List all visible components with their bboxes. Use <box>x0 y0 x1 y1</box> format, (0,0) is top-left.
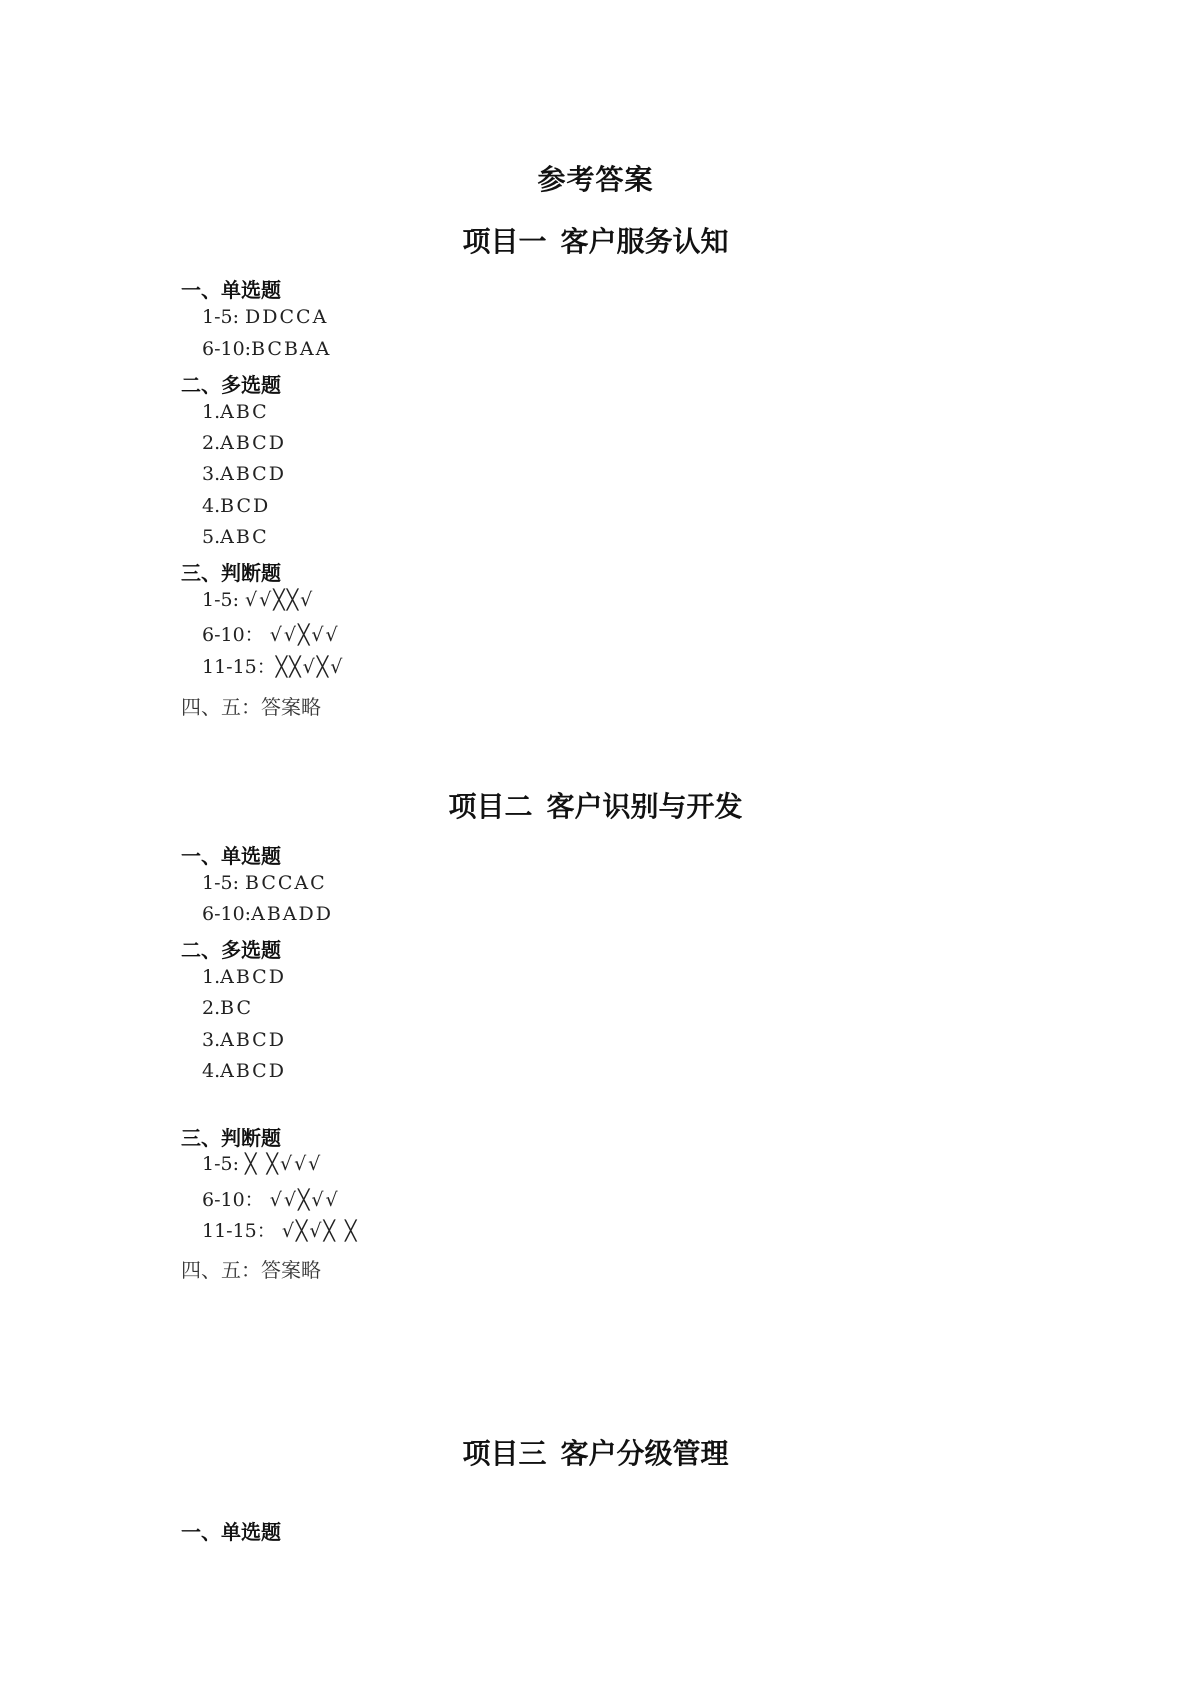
p1-tf-line-2: 6-10： √√╳√√ <box>202 624 340 646</box>
p2-multi-line-1: 1.ABCD <box>202 966 286 988</box>
p2-section-true-false: 三、判断题 <box>181 1126 281 1150</box>
p3-section-single-choice: 一、单选题 <box>181 1520 281 1544</box>
p1-tf-line-3: 11-15：╳╳√╳√ <box>202 656 345 678</box>
p2-tf-line-3: 11-15： √╳√╳ ╳ <box>202 1220 359 1242</box>
p1-multi-line-3: 3.ABCD <box>202 463 286 485</box>
p1-multi-line-2: 2.ABCD <box>202 432 286 454</box>
project-3-name: 客户分级管理 <box>560 1437 729 1470</box>
p1-multi-line-4: 4.BCD <box>202 495 271 517</box>
p1-section-single-choice: 一、单选题 <box>181 278 281 302</box>
p1-tf-line-1: 1-5: √√╳╳√ <box>202 589 315 611</box>
p1-section-true-false: 三、判断题 <box>181 561 281 585</box>
p2-multi-line-3: 3.ABCD <box>202 1029 286 1051</box>
project-1-title <box>0 220 1191 260</box>
project-3-title <box>0 1432 1191 1472</box>
p2-multi-line-4: 4.ABCD <box>202 1060 286 1082</box>
p2-tf-line-2: 6-10： √√╳√√ <box>202 1189 340 1211</box>
p1-single-line-2: 6-10:BCBAA <box>202 338 332 360</box>
p1-multi-line-5: 5.ABC <box>202 526 269 548</box>
p1-note: 四、五：答案略 <box>181 695 321 719</box>
project-1-name: 客户服务认知 <box>560 225 729 258</box>
p2-tf-line-1: 1-5: ╳ ╳√√√ <box>202 1153 323 1175</box>
document-title: 参考答案 <box>537 163 654 196</box>
p2-section-single-choice: 一、单选题 <box>181 844 281 868</box>
project-2-name: 客户识别与开发 <box>546 790 743 823</box>
project-2-label: 项目二 <box>448 790 533 823</box>
p2-single-line-1: 1-5: BCCAC <box>202 872 327 894</box>
project-3-label: 项目三 <box>462 1437 547 1470</box>
project-1-label: 项目一 <box>462 225 547 258</box>
p1-multi-line-1: 1.ABC <box>202 401 269 423</box>
p2-single-line-2: 6-10:ABADD <box>202 903 333 925</box>
p2-multi-line-2: 2.BC <box>202 997 253 1019</box>
p2-note: 四、五：答案略 <box>181 1258 321 1282</box>
p1-section-multi-choice: 二、多选题 <box>181 373 281 397</box>
project-2-title <box>0 785 1191 825</box>
p1-single-line-1: 1-5: DDCCA <box>202 306 329 328</box>
p2-section-multi-choice: 二、多选题 <box>181 938 281 962</box>
